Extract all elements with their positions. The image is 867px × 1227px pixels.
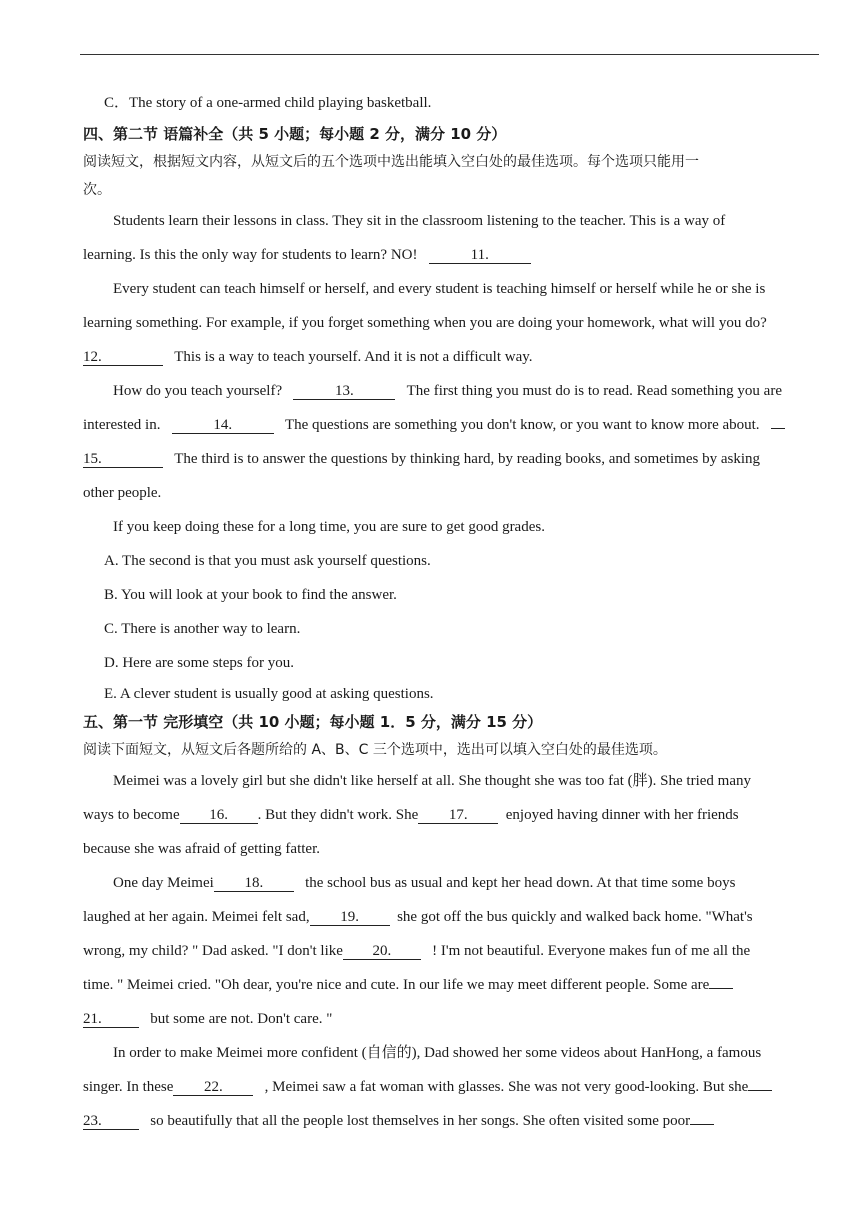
passage-line: [83, 934, 819, 968]
passage-text: ! I'm not beautiful. Everyone makes fun of me all the: [432, 943, 751, 959]
section-4-heading: 四、第二节 语篇补全（共 5 小题；每小题 2 分，满分 10 分）: [83, 125, 507, 143]
passage-line: [83, 900, 819, 934]
option-a: A. The second is that you must ask yourself questions.: [104, 553, 431, 569]
passage-line: learning something. For example, if you forget something when you are doing your homework, what will you do?: [83, 315, 767, 331]
option-e: E. A clever student is usually good at asking questions.: [104, 686, 434, 702]
passage-line: [83, 442, 819, 476]
answer-blank-15[interactable]: 15.: [83, 451, 163, 468]
passage-text: time. " Meimei cried. "Oh dear, you're nice and cute. In our life we may meet different people. Some are: [83, 977, 710, 993]
passage-text: One day Meimei: [113, 875, 214, 891]
answer-blank-12[interactable]: 12.: [83, 349, 163, 366]
section-4-instruction-line-1: 阅读短文，根据短文内容，从短文后的五个选项中选出能填入空白处的最佳选项。每个选项只能用一: [83, 154, 699, 170]
passage-text: so beautifully that all the people lost themselves in her songs. She often visited some poor: [150, 1113, 691, 1129]
answer-blank-24-lead: [690, 1124, 714, 1125]
answer-blank-19[interactable]: 19.: [310, 909, 390, 926]
answer-blank-22[interactable]: 22.: [173, 1079, 253, 1096]
question-option-c: C．The story of a one-armed child playing basketball.: [104, 95, 432, 111]
answer-blank-20[interactable]: 20.: [343, 943, 421, 960]
passage-line: other people.: [83, 485, 162, 501]
answer-blank-17[interactable]: 17.: [418, 807, 498, 824]
answer-blank-11[interactable]: 11.: [429, 247, 531, 264]
passage-text: , Meimei saw a fat woman with glasses. She was not very good-looking. But she: [264, 1079, 749, 1095]
passage-text: ways to become: [83, 807, 180, 823]
passage-line: [83, 374, 819, 408]
answer-blank-13[interactable]: 13.: [293, 383, 395, 400]
document-page: [83, 86, 819, 1138]
passage-text: This is a way to teach yourself. And it is not a difficult way.: [174, 349, 533, 365]
answer-blank-18[interactable]: 18.: [214, 875, 294, 892]
passage-text: she got off the bus quickly and walked back home. "What's: [397, 909, 753, 925]
section-4-instruction-line-2: 次。: [83, 182, 111, 198]
option-b: B. You will look at your book to find the answer.: [104, 587, 397, 603]
section-5-heading: 五、第一节 完形填空（共 10 小题；每小题 1．5 分，满分 15 分）: [83, 713, 543, 731]
answer-blank-21-lead: [709, 988, 733, 989]
answer-blank-23[interactable]: 23.: [83, 1113, 139, 1130]
passage-text: learning. Is this the only way for students to learn? NO!: [83, 247, 418, 263]
answer-blank-23-lead: [748, 1090, 772, 1091]
passage-text: the school bus as usual and kept her head down. At that time some boys: [305, 875, 736, 891]
passage-line: Every student can teach himself or herself, and every student is teaching himself or herself while he or she is: [113, 281, 766, 297]
passage-line: [83, 1104, 819, 1138]
section-5-instruction: 阅读下面短文，从短文后各题所给的 A、B、C 三个选项中，选出可以填入空白处的最佳选项。: [83, 742, 667, 758]
passage-line: If you keep doing these for a long time, you are sure to get good grades.: [113, 519, 545, 535]
option-d: D. Here are some steps for you.: [104, 655, 294, 671]
passage-text: How do you teach yourself?: [113, 383, 283, 399]
answer-blank-14[interactable]: 14.: [172, 417, 274, 434]
passage-text: singer. In these: [83, 1079, 174, 1095]
passage-line: [83, 238, 819, 272]
passage-line: Meimei was a lovely girl but she didn't like herself at all. She thought she was too fat (胖). She tried many: [113, 773, 751, 789]
passage-line: [83, 1070, 819, 1104]
passage-text: but some are not. Don't care. ": [150, 1011, 333, 1027]
passage-line: [83, 798, 819, 832]
option-c: C. There is another way to learn.: [104, 621, 301, 637]
answer-blank-21[interactable]: 21.: [83, 1011, 139, 1028]
passage-text: The first thing you must do is to read. Read something you are: [406, 383, 782, 399]
header-rule: [80, 54, 819, 55]
passage-text: interested in.: [83, 417, 161, 433]
passage-text: laughed at her again. Meimei felt sad,: [83, 909, 310, 925]
passage-line: [83, 1002, 819, 1036]
passage-text: The questions are something you don't know, or you want to know more about.: [284, 417, 760, 433]
passage-line: [83, 866, 819, 900]
passage-line: In order to make Meimei more confident (自信的), Dad showed her some videos about HanHong, a famous: [113, 1045, 762, 1061]
passage-text: wrong, my child? " Dad asked. "I don't like: [83, 943, 343, 959]
passage-line: Students learn their lessons in class. They sit in the classroom listening to the teacher. This is a way of: [113, 213, 726, 229]
passage-text: . But they didn't work. She: [257, 807, 419, 823]
passage-line: [83, 968, 819, 1002]
answer-blank-16[interactable]: 16.: [180, 807, 258, 824]
passage-line: because she was afraid of getting fatter.: [83, 841, 320, 857]
answer-blank-15-lead: [771, 428, 785, 429]
passage-line: [83, 340, 819, 374]
passage-line: [83, 408, 819, 442]
passage-text: enjoyed having dinner with her friends: [505, 807, 739, 823]
passage-text: The third is to answer the questions by thinking hard, by reading books, and sometimes by asking: [174, 451, 760, 467]
